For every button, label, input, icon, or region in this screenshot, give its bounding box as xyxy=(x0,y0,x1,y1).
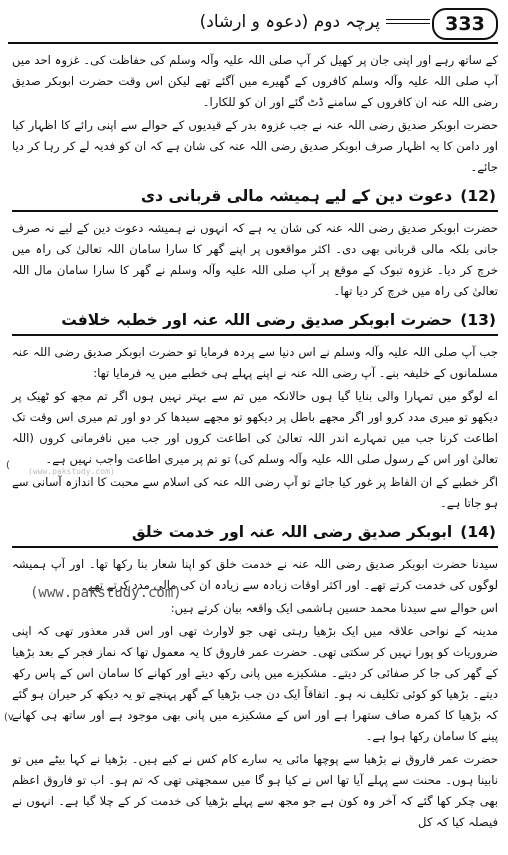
page-number: 333 xyxy=(432,8,498,40)
watermark: (www.pakstudy.com) xyxy=(30,585,182,601)
margin-mark: ( xyxy=(6,460,10,471)
section-number: (14) xyxy=(460,523,496,541)
paragraph: حضرت عمر فاروق نے بڑھیا سے پوچھا مائی یہ سارے کام کس نے کیے ہیں۔ بڑھیا نے کہا بیٹے میں تو نابینا ہوں۔ محنت سے پہلے آیا تھا اس نے کیا ہو گا میں سمجھتی تھی کہ تم ہو۔ اب تو فاروق اعظم بھی چکر کھا گئے کہ آخر وہ کون ہے جو مجھ سے پہلے بڑھیا کی خدمت کر کے چلا گیا ہے۔ انہوں نے فیصلہ کیا کہ کل xyxy=(12,752,498,829)
running-title: پرچہ دوم (دعوہ و ارشاد) xyxy=(199,12,380,32)
section-title: ابوبکر صدیق رضی اللہ عنہ اور خدمت خلق xyxy=(131,523,453,541)
section-heading-14 xyxy=(12,520,498,548)
paragraph: حضرت ابوبکر صدیق رضی اللہ عنہ کی شان یہ ہے کہ انہوں نے ہمیشہ دعوت دین کے لیے نہ صرف جانی بلکہ مالی قربانی بھی دی۔ اکثر مواقعوں پر اپنے گھر کا سارا سامان اللہ تعالیٰ کی راہ میں خرچ کر دیا۔ غزوہ تبوک کے موقع پر آپ صلی اللہ علیہ وآلہ وسلم نے گھر کا سارا سامان مال اللہ تعالیٰ کی راہ میں خرچ کر دیا تھا۔ xyxy=(12,221,498,298)
section-heading-12 xyxy=(12,184,498,212)
section-title: حضرت ابوبکر صدیق رضی اللہ عنہ اور خطبہ خلافت xyxy=(61,311,453,329)
page-content xyxy=(12,50,498,833)
header-divider xyxy=(8,42,498,44)
section-number: (13) xyxy=(460,311,496,329)
paragraph: حضرت ابوبکر صدیق رضی اللہ عنہ نے جب غزوہ بدر کے قیدیوں کے حوالے سے اپنی رائے کا اظہار کیا اور دامن کا یہ اظہار صرف ابوبکر صدیق رضی اللہ عنہ کی شان ہے کہ ان کو فدیہ لے کر رہا کر دیا جائے۔ xyxy=(12,118,498,174)
margin-mark: (v xyxy=(4,712,14,723)
quoted-story: مدینہ کے نواحی علاقہ میں ایک بڑھیا رہتی تھی جو لاوارث تھی اور اس قدر معذور تھی کہ اپنی ضروریات کو پورا نہیں کر سکتی تھی۔ حضرت عمر فاروق کا یہ معمول تھا کہ نماز فجر کے بعد بڑھیا کے گھر کی جا کر صفائی کر دیتے۔ مشکیزے میں پانی رکھ دیتے اور کھانے کا سامان اس کے پاس رکھ دیتے۔ بڑھیا کو کوئی تکلیف نہ ہو۔ اتفاقاً ایک دن جب بڑھیا کے گھر پہنچے تو یہ دیکھ کر حیران ہو گئے کہ بڑھیا کا کمرہ صاف ستھرا ہے اور اس کے مشکیزے میں پانی بھی موجود ہے اور ساتھ ہی کھانے پینے کا سامان رکھا ہوا ہے۔ xyxy=(12,624,498,743)
section-heading-13 xyxy=(12,308,498,336)
paragraph: اگر خطبے کے ان الفاظ پر غور کیا جائے تو آپ رضی اللہ عنہ کی اسلام سے محبت کا اندازہ آسانی سے ہو جاتا ہے۔ xyxy=(12,475,498,510)
watermark-faint: (www.pakstudy.com) xyxy=(28,467,115,476)
paragraph: اس حوالے سے سیدنا محمد حسین ہاشمی ایک واقعہ بیان کرتے ہیں: xyxy=(170,601,498,615)
section-number: (12) xyxy=(460,187,496,205)
quoted-sermon: اے لوگو میں تمہارا والی بنایا گیا ہوں حالانکہ میں تم سے بہتر نہیں ہوں اگر تم مجھ کو ٹھیک پر دیکھو تو میری مدد کرو اور اگر مجھے باطل پر دیکھو تو مجھے سیدھا کر دو اور تم میری اس وقت تک اطاعت کرنا جب میں تمہارے اندر اللہ تعالیٰ کی اطاعت کروں اور جب میں نافرمانی کروں (اللہ تعالیٰ اور اس کے رسول صلی اللہ علیہ وآلہ وسلم کی) تو تم پر میری اطاعت واجب نہیں ہے۔ xyxy=(12,389,498,466)
paragraph: جب آپ صلی اللہ علیہ وآلہ وسلم نے اس دنیا سے پردہ فرمایا تو حضرت ابوبکر صدیق رضی اللہ عنہ مسلمانوں کے خلیفہ بنے۔ آپ رضی اللہ عنہ نے اپنے پہلے ہی خطبے میں یہ فرمایا تھا: xyxy=(12,345,498,380)
section-title: دعوت دین کے لیے ہمیشہ مالی قربانی دی xyxy=(140,187,453,205)
paragraph: سیدنا حضرت ابوبکر صدیق رضی اللہ عنہ نے خدمت خلق کو اپنا شعار بنا رکھا تھا۔ اور آپ ہمیشہ لوگوں کی خدمت کرتے تھے۔ اور اکثر اوقات زیادہ سے زیادہ ان کی مالی مدد کرتے تھے۔ xyxy=(12,557,498,592)
header-ornament-rule xyxy=(386,19,430,24)
page-header xyxy=(8,8,498,42)
paragraph: کے ساتھ رہے اور اپنی جان پر کھیل کر آپ صلی اللہ علیہ وآلہ وسلم کی حفاظت کی۔ غزوہ احد میں آپ صلی اللہ علیہ وآلہ وسلم کافروں کے گھیرے میں آگئے تھے لیکن اس وقت حضرت ابوبکر صدیق رضی اللہ عنہ ان کافروں کے سامنے ڈٹ گئے اور ان کو للکارا۔ xyxy=(12,53,498,109)
